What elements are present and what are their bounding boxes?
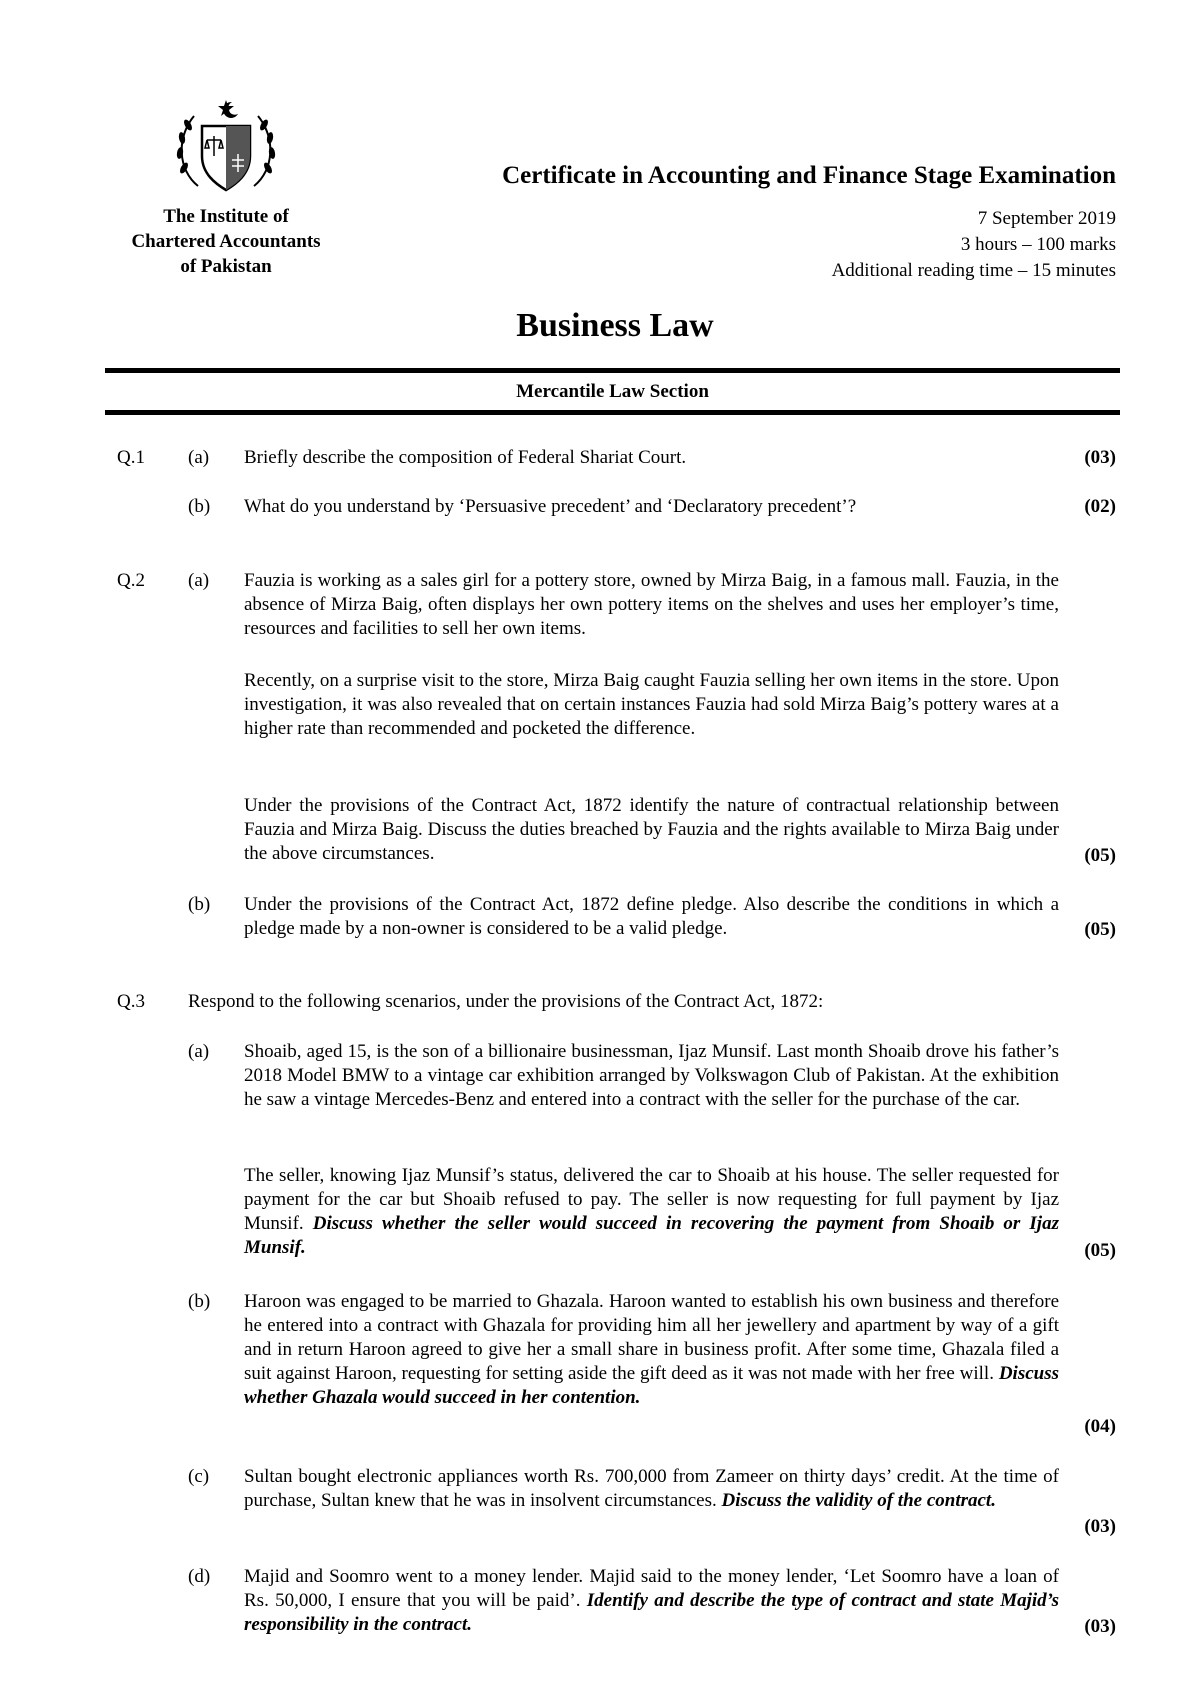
exam-date: 7 September 2019 [977,208,1116,229]
scenario-text: Haroon was engaged to be married to Ghazala. Haroon wanted to establish his own business and therefore he entered into a contract with Ghazala for providing him all her jewellery and apartment by way of a gift and in return Haroon agreed to give her a small share in business profit. After some time, Ghazala filed a suit against Haroon, requesting for setting aside the gift deed as it was not made with her free will. [244,1291,1059,1384]
instruction-text: Discuss whether Ghazala would succeed in her contention. [244,1363,1059,1408]
question-text: Recently, on a surprise visit to the store, Mirza Baig caught Fauzia selling her own items in the store. Upon investigation, it was also revealed that on certain instances Fauzia had sold Mirza Baig’s pottery wares at a higher rate than recommended and pocketed the difference. [244,670,1059,739]
instruction-text: Identify and describe the type of contract and state Majid’s responsibility in the contract. [244,1590,1059,1635]
exam-duration: 3 hours – 100 marks [960,234,1116,255]
part-label: (d) [188,1566,211,1587]
part-label: (a) [188,1041,210,1062]
marks: (03) [1084,1516,1116,1537]
question-stem: Respond to the following scenarios, under the provisions of the Contract Act, 1872: [188,991,824,1012]
marks: (05) [1084,919,1116,940]
part-label: (a) [188,447,210,468]
part-label: (c) [188,1466,210,1487]
part-label: (a) [188,570,210,591]
question-text: Under the provisions of the Contract Act, 1872 define pledge. Also describe the conditions in which a pledge made by a non-owner is considered to be a valid pledge. [244,894,1059,939]
reading-time: Additional reading time – 15 minutes [831,260,1116,281]
question-number: Q.3 [117,991,145,1012]
marks: (05) [1084,845,1116,866]
instruction-text: Discuss the validity of the contract. [721,1490,996,1511]
question-text [244,1290,1059,1410]
marks: (03) [1084,447,1116,468]
exam-title: Certificate in Accounting and Finance Stage Examination [502,162,1116,189]
question-text: Shoaib, aged 15, is the son of a billionaire businessman, Ijaz Munsif. Last month Shoaib drove his father’s 2018 Model BMW to a vintage car exhibition arranged by Volkswagon Club of Pakistan. At the exhibition he saw a vintage Mercedes-Benz and entered into a contract with the seller for the purchase of the car. [244,1041,1059,1110]
part-label: (b) [188,496,211,517]
instruction-text: Discuss whether the seller would succeed in recovering the payment from Shoaib or Ijaz Munsif. [244,1213,1059,1258]
question-text: What do you understand by ‘Persuasive precedent’ and ‘Declaratory precedent’? [244,496,857,517]
question-text: Under the provisions of the Contract Act, 1872 identify the nature of contractual relationship between Fauzia and Mirza Baig. Discuss the duties breached by Fauzia and the rights available to Mirza Baig under the above circumstances. [244,795,1059,864]
question-text [244,1465,1059,1513]
question-text: Fauzia is working as a sales girl for a pottery store, owned by Mirza Baig, in a famous mall. Fauzia, in the absence of Mirza Baig, often displays her own pottery items on the shelves and uses her employer’s time, resources and facilities to sell her own items. [244,570,1059,639]
marks: (02) [1084,496,1116,517]
subject-title: Business Law [516,307,714,344]
marks: (04) [1084,1416,1116,1437]
scenario-text: Sultan bought electronic appliances worth Rs. 700,000 from Zameer on thirty days’ credit. At the time of purchase, Sultan knew that he was in insolvent circumstances. [244,1466,1059,1511]
question-text [244,1164,1059,1260]
marks: (05) [1084,1240,1116,1261]
question-number: Q.1 [117,447,145,468]
section-title: Mercantile Law Section [516,381,709,402]
question-text [244,1565,1059,1637]
question-text: Briefly describe the composition of Federal Shariat Court. [244,447,687,468]
question-number: Q.2 [117,570,145,591]
part-label: (b) [188,1291,211,1312]
scenario-text: The seller, knowing Ijaz Munsif’s status, delivered the car to Shoaib at his house. The seller requested for payment for the car but Shoaib refused to pay. The seller is now requesting for full payment by Ijaz Munsif. [244,1165,1059,1234]
institute-line-3: of Pakistan [180,256,272,277]
part-label: (b) [188,894,211,915]
scenario-text: Majid and Soomro went to a money lender. Majid said to the money lender, ‘Let Soomro have a loan of Rs. 50,000, I ensure that you will be paid’. [244,1566,1059,1611]
institute-line-1: The Institute of [163,206,289,227]
marks: (03) [1084,1616,1116,1637]
institute-line-2: Chartered Accountants [131,231,321,252]
